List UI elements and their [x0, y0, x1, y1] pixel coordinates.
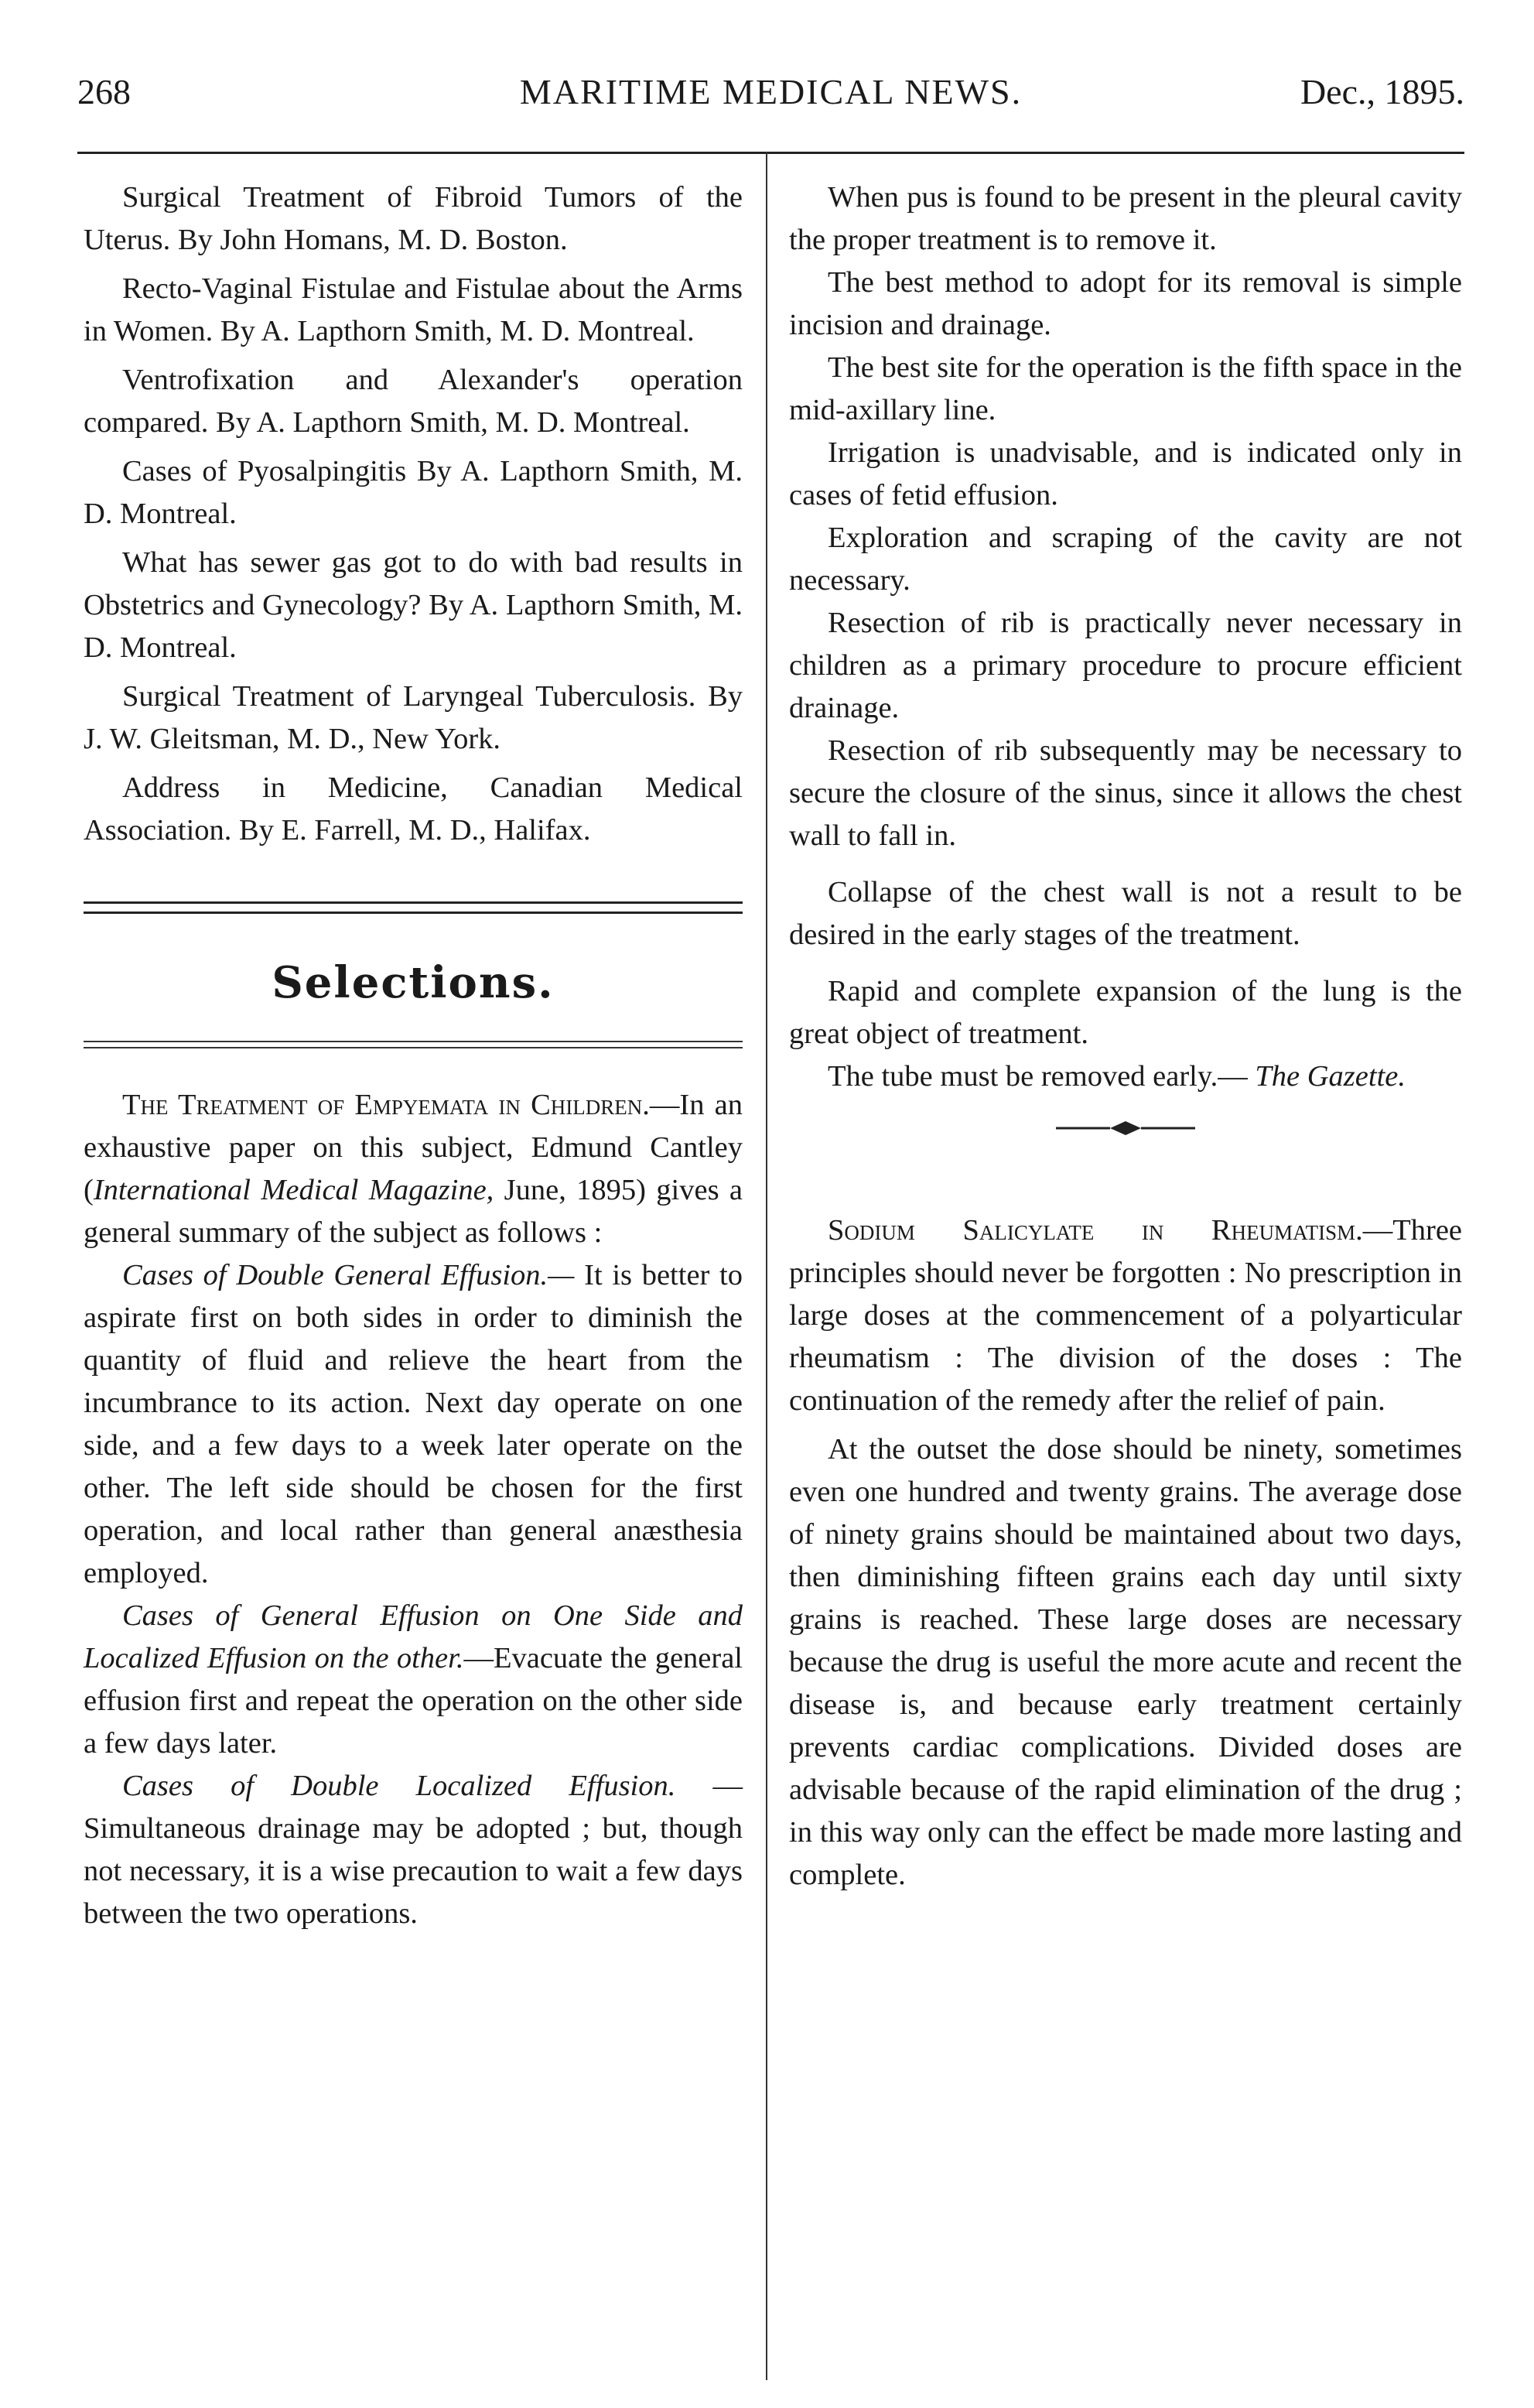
section-heading: Selections.: [272, 957, 555, 1008]
case-heading: Cases of General Effusion on One Side and Localized Effusion on the other.: [84, 1599, 743, 1674]
publication-item: Address in Medicine, Canadian Medical Association. By E. Farrell, M. D., Halifax.: [84, 771, 743, 847]
publication-item: Surgical Treatment of Laryngeal Tuberculosis. By J. W. Gleitsman, M. D., New York.: [84, 680, 743, 755]
body-paragraph: The best method to adopt for its removal is simple incision and drainage.: [789, 266, 1462, 341]
heading-divider: [84, 1041, 743, 1048]
case-paragraph: Cases of Double Localized Effusion. —Simultaneous drainage may be adopted ; but, though not necessary, it is a wise precaution to wait a few days between the two operations.: [84, 1770, 743, 1930]
right-column: [789, 176, 1462, 1897]
source-citation: The Gazette.: [1255, 1060, 1406, 1093]
body-paragraph: Collapse of the chest wall is not a result to be desired in the early stages of the treatment.: [789, 876, 1462, 951]
header-rule: [77, 152, 1464, 154]
journal-reference: International Medical Magazine,: [93, 1174, 494, 1206]
publication-list: [84, 176, 743, 852]
body-paragraph: The tube must be removed early.— The Gazette.: [828, 1060, 1406, 1093]
body-paragraph: Exploration and scraping of the cavity are not necessary.: [789, 522, 1462, 597]
publication-item: Ventrofixation and Alexander's operation compared. By A. Lapthorn Smith, M. D. Montreal.: [84, 364, 743, 439]
publication-item: What has sewer gas got to do with bad results in Obstetrics and Gynecology? By A. Lapthorn Smith, M. D. Montreal.: [84, 546, 743, 664]
case-heading: Cases of Double Localized Effusion.: [122, 1770, 676, 1802]
article-title: Sodium Salicylate in Rheumatism.: [828, 1214, 1363, 1247]
issue-date: Dec., 1895.: [1300, 72, 1464, 111]
body-paragraph: Rapid and complete expansion of the lung is the great object of treatment.: [789, 975, 1462, 1050]
page-number: 268: [77, 72, 131, 111]
publication-item: Surgical Treatment of Fibroid Tumors of the Uterus. By John Homans, M. D. Boston.: [84, 181, 743, 256]
case-paragraph: Cases of Double General Effusion.— It is better to aspirate first on both sides in order to diminish the quantity of fluid and relieve the heart from the incumbrance to its action. Next day operate on one side, and a few days to a week later operate on the other. The left side should be chosen for the first operation, and local rather than general anæsthesia employed.: [84, 1259, 743, 1589]
body-paragraph: Irrigation is unadvisable, and is indicated only in cases of fetid effusion.: [789, 436, 1462, 511]
salicylate-intro: Sodium Salicylate in Rheumatism.—Three principles should never be forgotten : No prescription in large doses at the commencement of a polyarticular rheumatism : The division of the doses : The continuation of the remedy after the relief of pain.: [789, 1214, 1462, 1417]
body-paragraph: When pus is found to be present in the pleural cavity the proper treatment is to remove it.: [789, 181, 1462, 256]
body-paragraph: The best site for the operation is the fifth space in the mid-axillary line.: [789, 351, 1463, 426]
section-divider: [84, 901, 743, 914]
journal-title: MARITIME MEDICAL NEWS.: [519, 72, 1023, 111]
body-paragraph: Resection of rib subsequently may be necessary to secure the closure of the sinus, since it allows the chest wall to fall in.: [789, 734, 1462, 852]
publication-item: Cases of Pyosalpingitis By A. Lapthorn Smith, M. D. Montreal.: [84, 455, 743, 530]
ornament-divider-icon: [1056, 1117, 1195, 1140]
empyemata-intro: The Treatment of Empyemata in Children.—In an exhaustive paper on this subject, Edmund Cantley (International Medical Magazine, June, 1895) gives a general summary of the subject as follows :: [84, 1089, 743, 1249]
running-header: [77, 71, 1464, 125]
case-heading: Cases of Double General Effusion.—: [122, 1259, 575, 1291]
article-title: The Treatment of Empyemata in Children.: [122, 1089, 650, 1121]
column-divider: [766, 152, 767, 2380]
publication-item: Recto-Vaginal Fistulae and Fistulae about the Arms in Women. By A. Lapthorn Smith, M. D. Montreal.: [84, 272, 743, 347]
case-paragraph: Cases of General Effusion on One Side and Localized Effusion on the other.—Evacuate the general effusion first and repeat the operation on the other side a few days later.: [84, 1599, 743, 1760]
body-paragraph: Resection of rib is practically never necessary in children as a primary procedure to procure efficient drainage.: [789, 607, 1462, 724]
left-column: [84, 176, 743, 1935]
body-paragraph: At the outset the dose should be ninety, sometimes even one hundred and twenty grains. The average dose of ninety grains should be maintained about two days, then diminishing fifteen grains each day until sixty grains is reached. These large doses are necessary because the drug is useful the more acute and recent the disease is, and because early treatment certainly prevents cardiac complications. Divided doses are advisable because of the rapid elimination of the drug ; in this way only can the effect be made more lasting and complete.: [789, 1433, 1462, 1891]
